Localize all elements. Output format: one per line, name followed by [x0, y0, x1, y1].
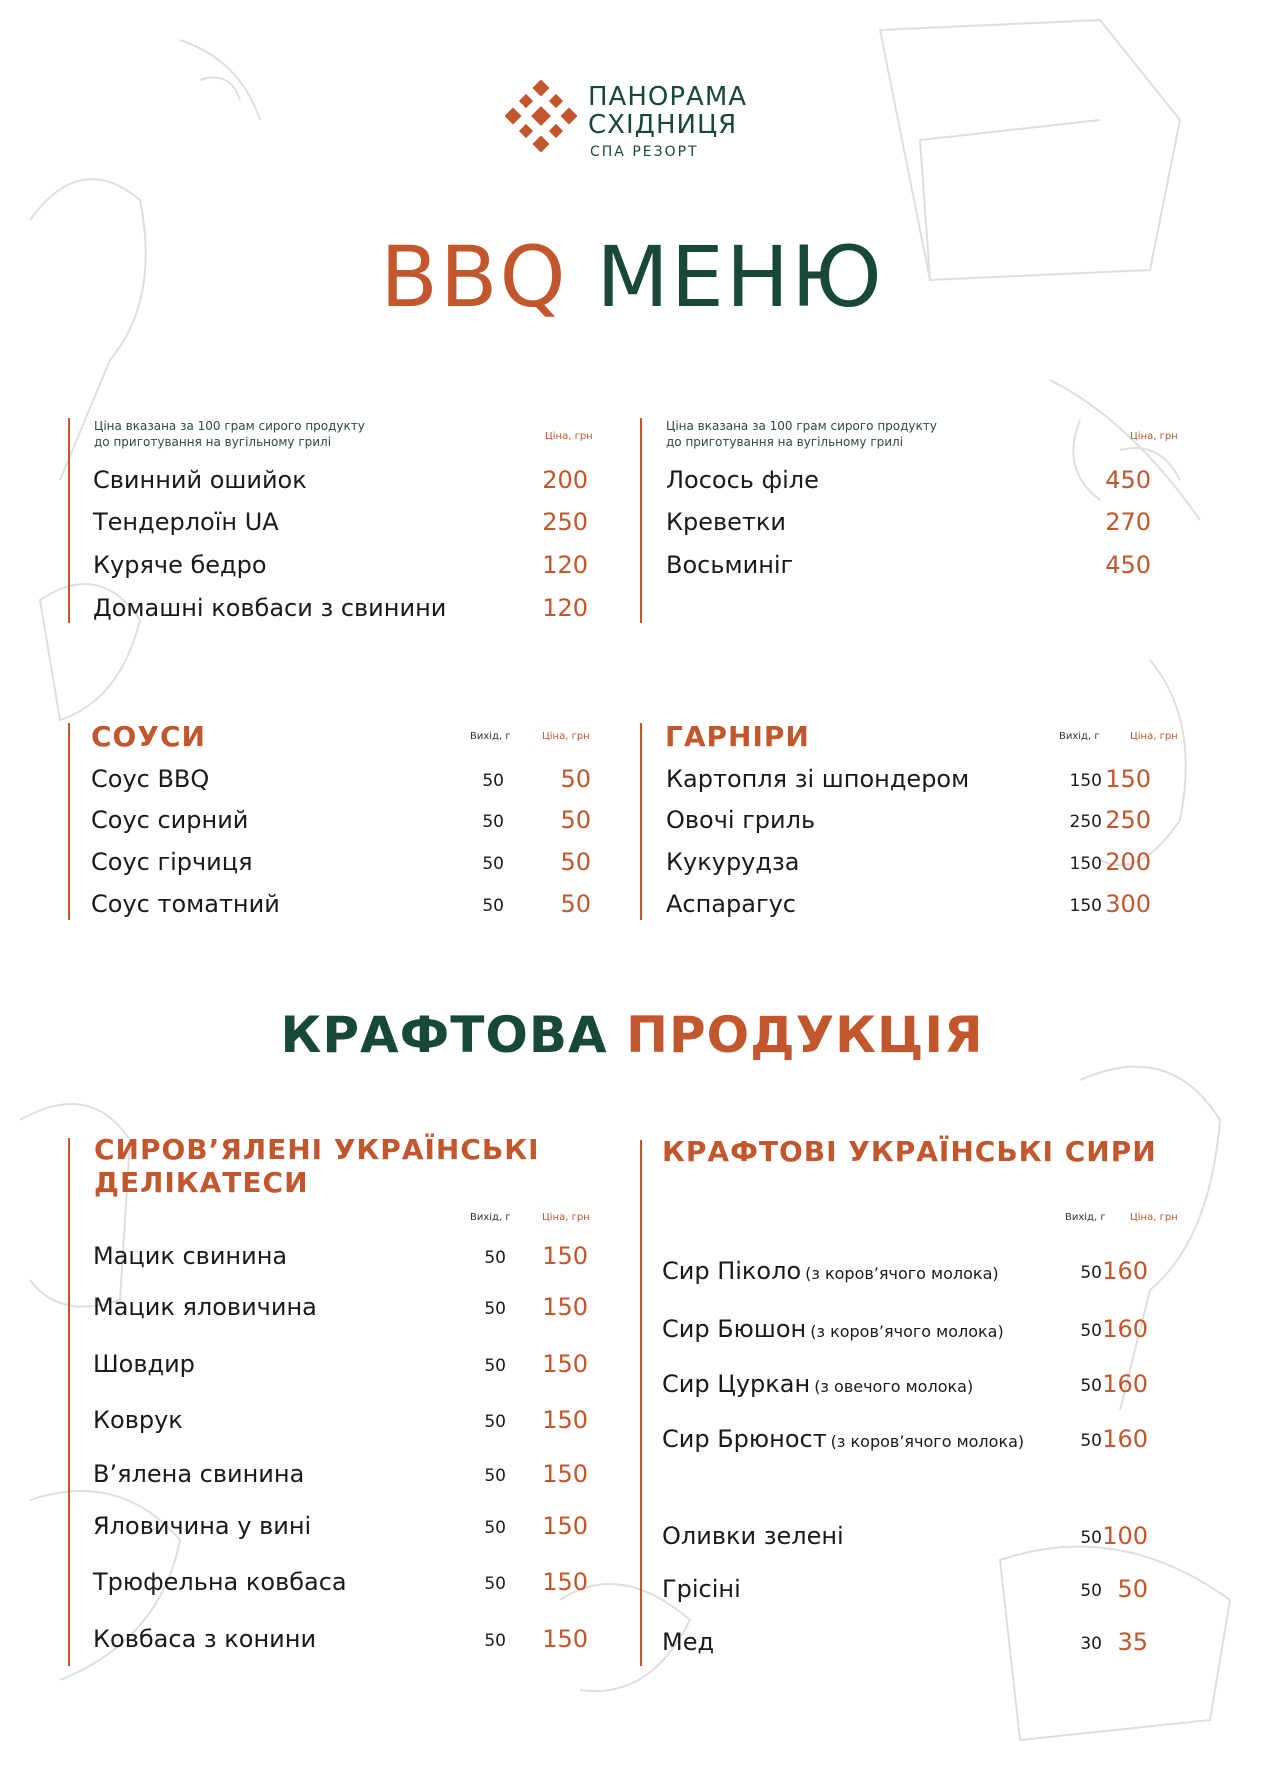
item-note: (з овечого молока) — [814, 1377, 974, 1396]
item-qty: 150 — [1069, 771, 1102, 791]
item-qty: 30 — [1080, 1634, 1102, 1654]
item-price: 160 — [1102, 1370, 1148, 1398]
section-title: СОУСИ — [91, 720, 206, 753]
item-qty: 50 — [1080, 1376, 1102, 1396]
item-qty: 50 — [1080, 1581, 1102, 1601]
item-name-text: Яловичина у вині — [93, 1512, 312, 1540]
item-name-text: Сир Цуркан — [662, 1370, 811, 1398]
item-name-text: Мацик свинина — [93, 1242, 288, 1270]
title-products: ПРОДУКЦІЯ — [626, 1006, 984, 1064]
item-name-text: В’ялена свинина — [93, 1460, 305, 1488]
title-menu: МЕНЮ — [596, 228, 884, 326]
price-header: Ціна, грн — [1130, 731, 1178, 742]
item-name: Креветки — [666, 508, 787, 536]
item-qty: 50 — [482, 896, 504, 916]
qty-header: Вихід, г — [1059, 731, 1100, 742]
menu-item — [666, 890, 1186, 926]
item-name: Картопля зі шпондером — [666, 765, 970, 793]
item-name: Лосось філе — [666, 466, 819, 494]
item-name — [93, 1406, 183, 1434]
item-name-text: Сир Брюност — [662, 1425, 827, 1453]
item-note: (з коров’ячого молока) — [830, 1432, 1025, 1451]
item-price: 250 — [542, 508, 588, 536]
item-price: 150 — [542, 1350, 588, 1378]
section-title: КРАФТОВІ УКРАЇНСЬКІ СИРИ — [662, 1135, 1157, 1168]
title-line: СИРОВ’ЯЛЕНІ УКРАЇНСЬКІ — [94, 1133, 540, 1166]
logo-line2: СХІДНИЦЯ — [588, 110, 738, 140]
item-price: 150 — [542, 1406, 588, 1434]
menu-item — [662, 1575, 1182, 1611]
page-title — [0, 228, 1264, 326]
item-name-text: Сир Бюшон — [662, 1315, 807, 1343]
logo-emblem-icon — [505, 80, 577, 152]
item-qty: 50 — [484, 1518, 506, 1538]
item-price: 120 — [542, 594, 588, 622]
item-name: Восьминіг — [666, 551, 794, 579]
menu-item — [93, 551, 603, 587]
item-name — [662, 1257, 999, 1285]
item-name — [93, 1568, 347, 1596]
menu-item — [93, 1406, 603, 1442]
item-name: Соус томатний — [91, 890, 280, 918]
item-name-text: Трюфельна ковбаса — [93, 1568, 347, 1596]
item-qty: 50 — [1080, 1263, 1102, 1283]
item-price: 150 — [1105, 765, 1151, 793]
menu-item — [93, 508, 603, 544]
item-name — [662, 1315, 1004, 1343]
price-header: Ціна, грн — [1130, 431, 1178, 442]
menu-item — [666, 466, 1186, 502]
menu-item — [93, 466, 603, 502]
item-name — [662, 1370, 973, 1398]
item-price: 50 — [560, 890, 591, 918]
item-qty: 50 — [482, 812, 504, 832]
divider — [68, 1138, 70, 1666]
item-name — [93, 1242, 287, 1270]
price-header: Ціна, грн — [542, 1212, 590, 1223]
price-header: Ціна, грн — [1130, 1212, 1178, 1223]
menu-item — [662, 1425, 1182, 1461]
item-name-text: Грісіні — [662, 1575, 741, 1603]
item-price: 100 — [1102, 1522, 1148, 1550]
item-name-text: Ковбаса з конини — [93, 1625, 317, 1653]
qty-header: Вихід, г — [1065, 1212, 1106, 1223]
item-price: 200 — [542, 466, 588, 494]
menu-item — [93, 1625, 603, 1661]
item-qty: 150 — [1069, 854, 1102, 874]
qty-header: Вихід, г — [470, 1212, 511, 1223]
item-price: 150 — [542, 1512, 588, 1540]
item-qty: 50 — [482, 771, 504, 791]
item-name: Соус сирний — [91, 806, 249, 834]
item-name — [93, 1460, 304, 1488]
item-qty: 50 — [484, 1248, 506, 1268]
item-price: 50 — [560, 848, 591, 876]
item-name — [93, 1625, 316, 1653]
item-price: 50 — [1117, 1575, 1148, 1603]
item-qty: 50 — [482, 854, 504, 874]
item-name — [93, 1512, 311, 1540]
note-line: Ціна вказана за 100 грам сирого продукту — [94, 419, 365, 433]
item-name: Свинний ошийок — [93, 466, 307, 494]
item-price: 200 — [1105, 848, 1151, 876]
price-note — [666, 418, 937, 450]
menu-item — [93, 1293, 603, 1329]
item-note: (з коров’ячого молока) — [810, 1322, 1004, 1341]
qty-header: Вихід, г — [470, 731, 511, 742]
menu-item — [91, 890, 601, 926]
menu-item — [93, 1512, 603, 1548]
item-name: Тендерлоїн UA — [93, 508, 279, 536]
item-qty: 50 — [484, 1466, 506, 1486]
item-price: 150 — [542, 1293, 588, 1321]
item-name: Соус гірчиця — [91, 848, 253, 876]
menu-item — [662, 1257, 1182, 1293]
menu-item — [662, 1370, 1182, 1406]
item-name — [93, 1293, 317, 1321]
item-qty: 50 — [484, 1356, 506, 1376]
title-craft: КРАФТОВА — [280, 1006, 608, 1064]
item-qty: 250 — [1069, 812, 1102, 832]
item-price: 300 — [1105, 890, 1151, 918]
item-name — [662, 1628, 714, 1656]
item-price: 50 — [560, 806, 591, 834]
item-qty: 50 — [1080, 1431, 1102, 1451]
note-line: Ціна вказана за 100 грам сирого продукту — [666, 419, 937, 433]
section-main-title — [0, 1006, 1264, 1064]
divider — [68, 418, 70, 623]
menu-item — [93, 1460, 603, 1496]
price-note — [94, 418, 365, 450]
divider — [68, 723, 70, 920]
note-line: до приготування на вугільному грилі — [94, 435, 332, 449]
item-name — [662, 1522, 844, 1550]
item-name: Куряче бедро — [93, 551, 267, 579]
menu-item — [666, 806, 1186, 842]
menu-item — [93, 594, 603, 630]
menu-item — [662, 1628, 1182, 1664]
item-note: (з коров’ячого молока) — [805, 1264, 999, 1283]
divider — [640, 1140, 642, 1666]
item-price: 150 — [542, 1625, 588, 1653]
item-name-text: Мед — [662, 1628, 715, 1656]
item-qty: 50 — [1080, 1528, 1102, 1548]
menu-item — [93, 1350, 603, 1386]
divider — [640, 723, 642, 920]
menu-item — [91, 806, 601, 842]
price-header: Ціна, грн — [545, 431, 593, 442]
item-qty: 50 — [484, 1574, 506, 1594]
item-price: 160 — [1102, 1257, 1148, 1285]
note-line: до приготування на вугільному грилі — [666, 435, 904, 449]
menu-item — [91, 765, 601, 801]
item-price: 150 — [542, 1242, 588, 1270]
item-price: 160 — [1102, 1315, 1148, 1343]
menu-item — [666, 848, 1186, 884]
menu-item — [662, 1315, 1182, 1351]
logo-line3: СПА РЕЗОРТ — [590, 144, 699, 160]
item-name-text: Сир Піколо — [662, 1257, 802, 1285]
menu-item — [93, 1568, 603, 1604]
item-price: 160 — [1102, 1425, 1148, 1453]
menu-item — [91, 848, 601, 884]
section-title — [94, 1133, 540, 1199]
item-price: 150 — [542, 1568, 588, 1596]
item-price: 450 — [1105, 466, 1151, 494]
item-name-text: Коврук — [93, 1406, 183, 1434]
menu-item — [662, 1522, 1182, 1558]
item-name — [93, 1350, 195, 1378]
item-name-text: Оливки зелені — [662, 1522, 844, 1550]
item-qty: 50 — [1080, 1321, 1102, 1341]
menu-item — [666, 508, 1186, 544]
item-name-text: Мацик яловичина — [93, 1293, 317, 1321]
menu-item — [666, 551, 1186, 587]
item-name: Аспарагус — [666, 890, 796, 918]
logo-line1: ПАНОРАМА — [588, 82, 748, 112]
item-price: 250 — [1105, 806, 1151, 834]
menu-item — [666, 765, 1186, 801]
item-name-text: Шовдир — [93, 1350, 195, 1378]
item-qty: 50 — [484, 1631, 506, 1651]
item-qty: 50 — [484, 1412, 506, 1432]
item-name: Домашні ковбаси з свинини — [93, 594, 447, 622]
price-header: Ціна, грн — [542, 731, 590, 742]
item-price: 450 — [1105, 551, 1151, 579]
item-price: 50 — [560, 765, 591, 793]
title-bbq: BBQ — [380, 228, 568, 326]
menu-item — [93, 1242, 603, 1278]
divider — [640, 418, 642, 623]
item-price: 150 — [542, 1460, 588, 1488]
title-line: ДЕЛІКАТЕСИ — [94, 1166, 309, 1199]
item-price: 120 — [542, 551, 588, 579]
item-qty: 150 — [1069, 896, 1102, 916]
item-qty: 50 — [484, 1299, 506, 1319]
item-price: 35 — [1117, 1628, 1148, 1656]
item-name: Соус BBQ — [91, 765, 210, 793]
section-title: ГАРНІРИ — [665, 720, 810, 753]
item-name — [662, 1575, 741, 1603]
item-name: Кукурудза — [666, 848, 800, 876]
item-name: Овочі гриль — [666, 806, 816, 834]
item-price: 270 — [1105, 508, 1151, 536]
item-name — [662, 1425, 1024, 1453]
